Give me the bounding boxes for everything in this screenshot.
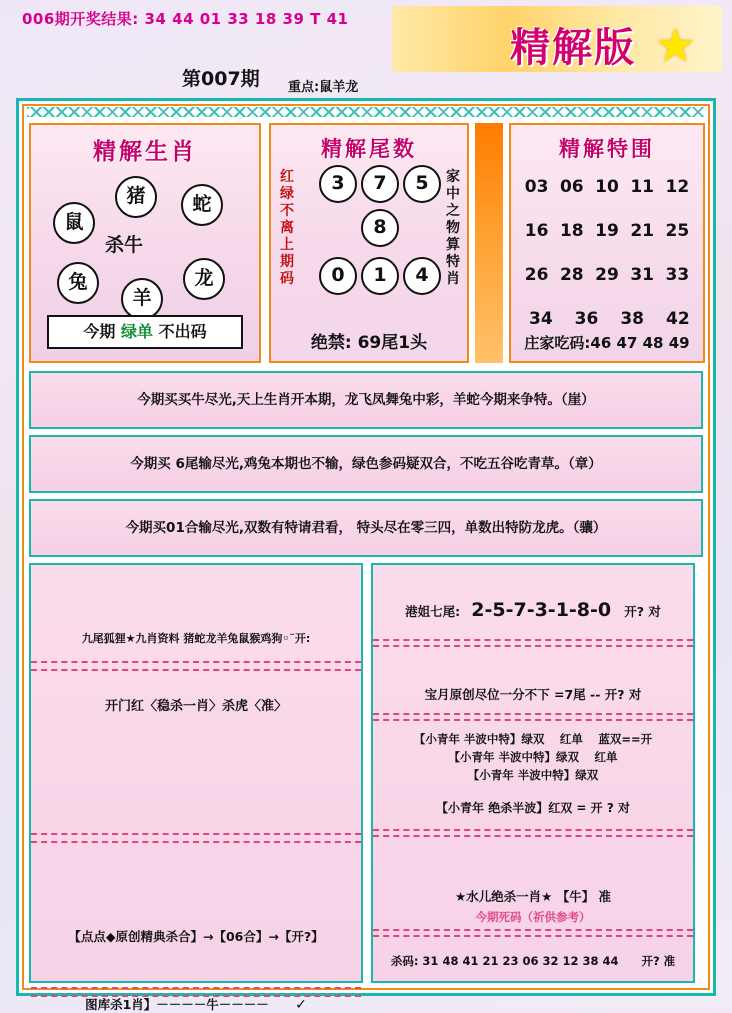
divider: [373, 645, 693, 647]
zodiac-circle: 蛇: [181, 184, 223, 226]
right-row-3a: 【小青年 半波中特】绿双 红单 蓝双==开: [413, 732, 653, 746]
bottom-right-column: [371, 563, 695, 983]
panel-special-title: 精解特围: [559, 137, 655, 161]
panel-tail: [269, 123, 469, 363]
zodiac-circle-area: [31, 166, 259, 316]
zodiac-circle: 兔: [57, 262, 99, 304]
special-number-row: [519, 221, 695, 241]
tail-number-area: [299, 165, 439, 315]
special-number: 26: [524, 265, 549, 285]
tail-left-vertical-text: 红 绿 不 离 上 期 码: [280, 169, 294, 287]
divider: [373, 829, 693, 831]
tail-number: 5: [403, 165, 441, 203]
right-row-6: 今期死码（祈供参考）: [475, 910, 591, 924]
panel-special: [509, 123, 705, 363]
bottom-left-column: [29, 563, 363, 1013]
special-number: 31: [630, 265, 654, 285]
right-row-1: [373, 599, 693, 621]
divider: [373, 639, 693, 641]
panel-zodiac: [29, 123, 261, 363]
tail-number: 0: [319, 257, 357, 295]
zodiac-circle: 龙: [183, 258, 225, 300]
verse-row: 今期买01合输尽光,双数有特请君看， 特头尽在零三四，单数出特防龙虎。（骧）: [29, 499, 703, 557]
divider: [31, 987, 361, 989]
left-block-2-text: 开门红〈稳杀一肖〉杀虎〈准〉: [104, 699, 287, 714]
panel-tail-title: 精解尾数: [321, 137, 417, 161]
zigzag-decoration: [27, 107, 705, 117]
left-block-3-spacer: [31, 745, 361, 843]
zodiac-circle: 鼠: [53, 202, 95, 244]
special-number: 38: [620, 309, 645, 329]
star-icon: ★: [654, 18, 696, 72]
special-number: 21: [630, 221, 654, 241]
special-number-row: [519, 309, 695, 329]
special-number: 11: [630, 177, 654, 197]
orange-stripe: [475, 123, 503, 363]
right-row-7: 杀码: 31 48 41 21 23 06 32 12 38 44 开? 准: [390, 954, 676, 968]
special-number: 42: [666, 309, 690, 329]
right-row-5: ★水儿绝杀一肖★ 【牛】 准: [454, 889, 612, 904]
tail-number: 1: [361, 257, 399, 295]
divider: [373, 835, 693, 837]
left-block-1: [31, 575, 361, 671]
special-number-row: [519, 265, 695, 285]
key-point: 重点:鼠羊龙: [288, 80, 359, 95]
special-number: 12: [665, 177, 690, 197]
divider: [373, 713, 693, 715]
special-number: 10: [595, 177, 619, 197]
left-block-5-divider: [31, 925, 361, 997]
result-line: 006期开奖结果: 34 44 01 33 18 39 T 41: [22, 10, 349, 28]
special-number: 28: [559, 265, 584, 285]
left-block-6-text: 图库杀1肖】－－－－牛－－－－: [85, 997, 269, 1012]
zodiac-notice-box: [47, 315, 243, 349]
tail-right-vertical-text: 家 中 之 物 算 特 肖: [446, 169, 460, 287]
notice-green: 绿单: [120, 322, 153, 341]
divider: [373, 929, 693, 931]
divider: [31, 841, 361, 843]
left-block-2: [31, 665, 361, 714]
zodiac-circle: 猪: [115, 176, 157, 218]
right-row-1-tail: 开? 对: [624, 604, 661, 619]
right-row-3b: 【小青年 半波中特】绿双 红单: [448, 750, 618, 764]
right-row-3c: 【小青年 半波中特】绿双: [467, 768, 599, 782]
special-number: 36: [574, 309, 599, 329]
special-number: 25: [665, 221, 690, 241]
special-number: 16: [524, 221, 549, 241]
panel-zodiac-title: 精解生肖: [93, 139, 197, 165]
left-block-1-text: 九尾狐狸★九肖资料 猪蛇龙羊兔鼠猴鸡狗◦¨开:: [81, 632, 311, 645]
left-block-4-text: 【点点◆原创精典杀合】→【06合】→【开?】: [68, 929, 324, 944]
right-row-1-label: 港姐七尾:: [405, 604, 461, 619]
main-frame: [16, 98, 716, 1013]
top-panels: [29, 123, 703, 363]
special-number: 29: [595, 265, 619, 285]
tail-ban-text: 绝禁: 69尾1头: [310, 333, 428, 353]
tail-number: 7: [361, 165, 399, 203]
tail-number: 3: [319, 165, 357, 203]
left-block-6: [31, 995, 361, 1013]
divider: [373, 935, 693, 937]
divider: [31, 833, 361, 835]
brand-title: 精解版: [510, 25, 636, 71]
special-number: 34: [529, 309, 553, 329]
special-number: 18: [559, 221, 584, 241]
zodiac-circle: 羊: [121, 278, 163, 320]
tail-number: 4: [403, 257, 441, 295]
bank-eat-line: 庄家吃码:46 47 48 49: [524, 334, 690, 352]
special-number: 19: [595, 221, 619, 241]
check-mark-icon: ✓: [295, 997, 307, 1013]
verse-row: 今期买买牛尽光,天上生肖开本期，龙飞凤舞兔中彩，羊蛇今期来争特。（崖）: [29, 371, 703, 429]
verse-row: 今期买 6尾输尽光,鸡兔本期也不输，绿色参码疑双合，不吃五谷吃青草。（章）: [29, 435, 703, 493]
brand-banner: [392, 6, 722, 72]
special-number: 03: [524, 177, 549, 197]
divider: [373, 719, 693, 721]
special-number-row: [519, 177, 695, 197]
notice-suffix: 不出码: [158, 322, 207, 341]
right-row-4: 【小青年 绝杀半波】红双 = 开 ? 对: [436, 801, 630, 815]
divider: [31, 661, 361, 663]
special-number: 06: [559, 177, 584, 197]
notice-prefix: 今期: [83, 322, 116, 341]
tail-number: 8: [361, 209, 399, 247]
special-number: 33: [665, 265, 690, 285]
zodiac-plain-word: 杀牛: [105, 234, 144, 256]
right-row-1-value: 2-5-7-3-1-8-0: [471, 599, 612, 621]
right-row-2: 宝月原创尽位一分不下 =7尾 -- 开? 对: [424, 687, 642, 702]
issue-number: 第007期: [182, 68, 260, 90]
